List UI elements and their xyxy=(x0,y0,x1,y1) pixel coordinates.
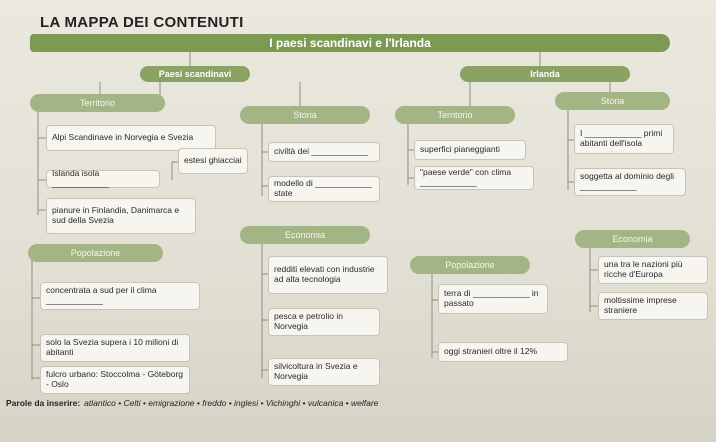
left-territorio-item-2 xyxy=(46,170,160,188)
right-territorio-label: Territorio xyxy=(395,106,515,124)
left-territorio-label: Territorio xyxy=(30,94,165,112)
left-storia-item-1-text: estesi ghiacciai xyxy=(184,155,242,166)
right-economia-item-1 xyxy=(598,256,708,284)
left-territorio-item-3-text: pianure in Finlandia, Danimarca e sud della Svezia xyxy=(52,205,180,225)
right-storia-item-2 xyxy=(574,168,686,196)
left-territorio-item-3 xyxy=(46,198,196,234)
left-economia-item-3-text: silvicoltura in Svezia e Norvegia xyxy=(274,361,358,381)
main-topic-band: I paesi scandinavi e l'Irlanda xyxy=(30,34,670,52)
left-economia-item-1 xyxy=(268,256,388,294)
header-irlanda: Irlanda xyxy=(460,66,630,82)
left-popolazione-label: Popolazione xyxy=(28,244,163,262)
right-territorio-item-1-text: superfici pianeggianti xyxy=(420,144,500,155)
right-popolazione-label: Popolazione xyxy=(410,256,530,274)
right-popolazione-item-2-text: oggi stranieri oltre il 12% xyxy=(444,346,538,357)
right-storia-label: Storia xyxy=(555,92,670,110)
left-economia-item-1-text: redditi elevati con industrie ad alta tecnologia xyxy=(274,264,375,284)
left-economia-item-2 xyxy=(268,308,380,336)
left-economia-item-3 xyxy=(268,358,380,386)
left-popolazione-item-2 xyxy=(40,334,190,362)
left-storia-item-3-text: modello di ____________ state xyxy=(274,178,372,198)
right-storia-item-2-text: soggetta al dominio degli ____________ xyxy=(580,171,675,191)
right-popolazione-item-1-text: terra di ____________ in passato xyxy=(444,288,539,308)
left-storia-item-1 xyxy=(178,148,248,174)
right-storia-item-1-text: I ____________ primi abitanti dell'isola xyxy=(580,128,663,148)
left-economia-item-2-text: pesca e petrolio in Norvegia xyxy=(274,311,343,331)
left-economia-label: Economia xyxy=(240,226,370,244)
left-popolazione-item-2-text: solo la Svezia supera i 10 milioni di abitanti xyxy=(46,337,179,357)
left-popolazione-item-3 xyxy=(40,366,190,394)
words-to-insert-label: Parole da inserire: xyxy=(6,398,81,408)
left-storia-item-2 xyxy=(268,142,380,162)
left-popolazione-item-1-text: concentrata a sud per il clima ____________ xyxy=(46,285,157,305)
left-storia-label: Storia xyxy=(240,106,370,124)
right-economia-item-2 xyxy=(598,292,708,320)
right-popolazione-item-1 xyxy=(438,284,548,314)
right-economia-item-1-text: una tra le nazioni più ricche d'Europa xyxy=(604,259,683,279)
header-paesi-scandinavi: Paesi scandinavi xyxy=(140,66,250,82)
left-territorio-item-2-text: Islanda isola ____________ xyxy=(52,168,109,188)
right-territorio-item-1 xyxy=(414,140,526,160)
left-storia-item-2-text: civiltà dei ____________ xyxy=(274,146,369,157)
words-to-insert-list: atlantico • Celti • emigrazione • freddo • inglesi • Vichinghi • vulcanica • welfare xyxy=(84,398,379,408)
right-territorio-item-2 xyxy=(414,166,534,190)
left-popolazione-item-3-text: fulcro urbano: Stoccolma - Göteborg - Oslo xyxy=(46,369,184,389)
right-territorio-item-2-text: "paese verde" con clima ____________ xyxy=(420,167,512,187)
right-economia-item-2-text: moltissime imprese straniere xyxy=(604,295,677,315)
words-to-insert xyxy=(0,391,716,415)
left-popolazione-item-1 xyxy=(40,282,200,310)
left-territorio-item-1-text: Alpi Scandinave in Norvegia e Svezia xyxy=(52,132,194,143)
left-storia-item-3 xyxy=(268,176,380,202)
right-economia-label: Economia xyxy=(575,230,690,248)
page-title: LA MAPPA DEI CONTENUTI xyxy=(40,14,244,31)
right-storia-item-1 xyxy=(574,124,674,154)
right-popolazione-item-2 xyxy=(438,342,568,362)
